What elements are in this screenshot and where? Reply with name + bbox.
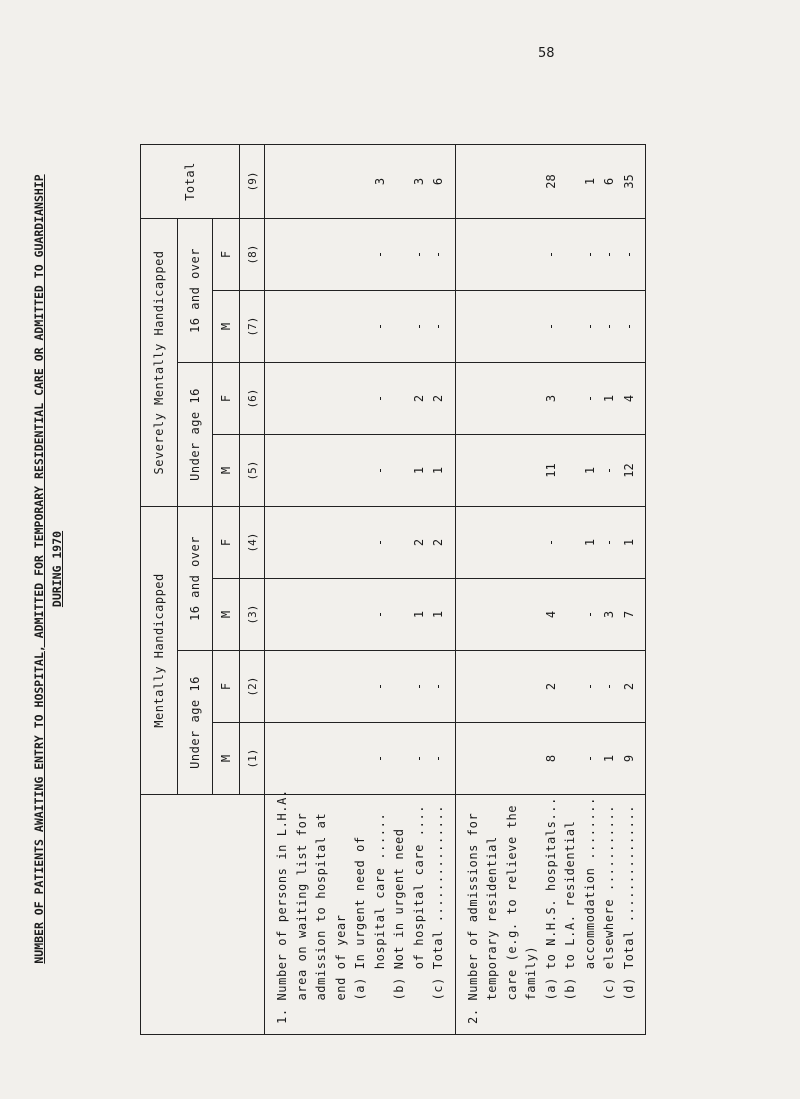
table-cell-value: - bbox=[582, 682, 597, 691]
section-row-1 bbox=[265, 144, 456, 1034]
spacer bbox=[312, 435, 332, 506]
spacer bbox=[561, 363, 581, 434]
table-cell-value: - bbox=[543, 538, 558, 547]
table-cell-value: - bbox=[431, 322, 445, 331]
table-cell-value: 1 bbox=[431, 610, 445, 619]
spacer bbox=[293, 219, 313, 290]
spacer bbox=[273, 291, 293, 362]
spacer bbox=[293, 435, 313, 506]
value-column-7 bbox=[265, 291, 456, 363]
spacer bbox=[464, 435, 484, 506]
spacer bbox=[522, 507, 542, 578]
spacer bbox=[312, 651, 332, 722]
table-cell-value: 1 bbox=[602, 394, 616, 403]
table-cell-value: - bbox=[372, 610, 387, 619]
table-cell-value: - bbox=[411, 682, 426, 691]
table-cell-value: - bbox=[372, 394, 387, 403]
header-smh-under-16: Under age 16 bbox=[178, 363, 213, 507]
header-sex-male: M bbox=[213, 723, 240, 795]
table-cell-value: 35 bbox=[621, 174, 636, 189]
spacer bbox=[390, 219, 410, 290]
table-cell-value: - bbox=[372, 250, 387, 259]
table-cell-value: 12 bbox=[621, 463, 636, 478]
table-cell-value: - bbox=[621, 322, 636, 331]
table-cell-value: 3 bbox=[411, 177, 426, 186]
value-column-7 bbox=[455, 291, 646, 363]
header-sex-male: M bbox=[213, 579, 240, 651]
table-cell-value: - bbox=[602, 322, 616, 331]
table-cell-value: - bbox=[602, 538, 616, 547]
table-cell-value: 4 bbox=[543, 610, 558, 619]
table-cell-value: 1 bbox=[602, 754, 616, 763]
spacer bbox=[293, 507, 313, 578]
table-body bbox=[265, 144, 646, 1034]
table-cell-value: 1 bbox=[582, 538, 597, 547]
row-label-line: (b) to L.A. residential bbox=[563, 820, 577, 1024]
spacer bbox=[332, 579, 352, 650]
table-cell-value: 1 bbox=[411, 610, 426, 619]
spacer bbox=[464, 145, 484, 218]
spacer bbox=[561, 651, 581, 722]
spacer bbox=[390, 145, 410, 218]
table-cell-value: 1 bbox=[411, 466, 426, 475]
table-cell-value: - bbox=[411, 754, 426, 763]
table-cell-value: 3 bbox=[372, 177, 387, 186]
section-heading-line: admission to hospital at bbox=[314, 812, 328, 1024]
table-cell-value: - bbox=[543, 322, 558, 331]
table-cell-value: 28 bbox=[543, 174, 558, 189]
spacer bbox=[332, 651, 352, 722]
spacer bbox=[483, 723, 503, 794]
section-heading-line: family) bbox=[524, 945, 538, 1024]
spacer bbox=[293, 723, 313, 794]
spacer bbox=[312, 579, 332, 650]
spacer bbox=[464, 579, 484, 650]
table-cell-value: - bbox=[602, 466, 616, 475]
spacer bbox=[312, 507, 332, 578]
spacer bbox=[522, 219, 542, 290]
spacer bbox=[483, 651, 503, 722]
value-column-5 bbox=[265, 435, 456, 507]
header-mh-16-and-over: 16 and over bbox=[178, 507, 213, 651]
spacer bbox=[561, 145, 581, 218]
value-column-2 bbox=[265, 651, 456, 723]
row-label-line: (c) Total ............... bbox=[431, 804, 445, 1024]
table-cell-value: - bbox=[582, 394, 597, 403]
spacer bbox=[483, 219, 503, 290]
table-cell-value: - bbox=[543, 250, 558, 259]
spacer bbox=[503, 145, 523, 218]
spacer bbox=[390, 507, 410, 578]
value-column-3 bbox=[265, 579, 456, 651]
label-column-header bbox=[141, 795, 265, 1035]
column-number: (9) bbox=[240, 144, 265, 218]
table-cell-value: - bbox=[372, 754, 387, 763]
spacer bbox=[332, 507, 352, 578]
column-number: (5) bbox=[240, 435, 265, 507]
table-cell-value: - bbox=[431, 250, 445, 259]
section-label-cell bbox=[265, 789, 456, 1035]
spacer bbox=[483, 435, 503, 506]
row-label-line: hospital care ...... bbox=[372, 812, 387, 1024]
spacer bbox=[351, 435, 371, 506]
spacer bbox=[561, 435, 581, 506]
table-cell-value: 2 bbox=[543, 682, 558, 691]
spacer bbox=[273, 145, 293, 218]
spacer bbox=[561, 507, 581, 578]
section-row-2 bbox=[455, 144, 646, 1034]
spacer bbox=[483, 145, 503, 218]
spacer bbox=[351, 363, 371, 434]
section-heading-line: 1. Number of persons in L.H.A. bbox=[275, 789, 289, 1024]
header-total: Total bbox=[141, 144, 240, 218]
table-cell-value: - bbox=[431, 754, 445, 763]
spacer bbox=[522, 291, 542, 362]
header-severely-mentally-handicapped: Severely Mentally Handicapped bbox=[141, 218, 178, 506]
section-heading-line: temporary residential bbox=[485, 836, 499, 1024]
table-cell-value: 6 bbox=[602, 177, 616, 186]
table-cell-value: - bbox=[582, 610, 597, 619]
table-cell-value: - bbox=[582, 250, 597, 259]
spacer bbox=[464, 363, 484, 434]
table-cell-value: - bbox=[602, 250, 616, 259]
spacer bbox=[483, 291, 503, 362]
table-cell-value: - bbox=[582, 322, 597, 331]
spacer bbox=[273, 579, 293, 650]
value-column-3 bbox=[455, 579, 646, 651]
page-title bbox=[30, 39, 90, 1099]
column-number: (6) bbox=[240, 363, 265, 435]
header-sex-female: F bbox=[213, 363, 240, 435]
table-cell-value: - bbox=[372, 538, 387, 547]
table-cell-value: - bbox=[372, 466, 387, 475]
value-column-4 bbox=[455, 507, 646, 579]
table-cell-value: 11 bbox=[543, 463, 558, 478]
header-sex-male: M bbox=[213, 435, 240, 507]
value-column-9 bbox=[265, 144, 456, 218]
table-cell-value: - bbox=[372, 682, 387, 691]
table-cell-value: 2 bbox=[411, 394, 426, 403]
spacer bbox=[464, 219, 484, 290]
value-column-9 bbox=[455, 144, 646, 218]
spacer bbox=[312, 723, 332, 794]
statistics-table-wrapper bbox=[140, 145, 636, 1035]
table-cell-value: - bbox=[431, 682, 445, 691]
spacer bbox=[522, 145, 542, 218]
spacer bbox=[332, 363, 352, 434]
table-cell-value: 2 bbox=[621, 682, 636, 691]
spacer bbox=[273, 363, 293, 434]
value-column-8 bbox=[455, 218, 646, 290]
header-smh-16-and-over: 16 and over bbox=[178, 218, 213, 362]
column-number: (2) bbox=[240, 651, 265, 723]
spacer bbox=[464, 291, 484, 362]
table-cell-value: - bbox=[621, 250, 636, 259]
table-cell-value: 3 bbox=[543, 394, 558, 403]
statistics-table bbox=[140, 144, 646, 1035]
spacer bbox=[332, 219, 352, 290]
section-label-cell bbox=[455, 795, 646, 1035]
spacer bbox=[503, 507, 523, 578]
section-heading-line: care (e.g. to relieve the bbox=[504, 804, 519, 1024]
spacer bbox=[312, 363, 332, 434]
table-cell-value: 3 bbox=[602, 610, 616, 619]
spacer bbox=[332, 145, 352, 218]
header-mentally-handicapped: Mentally Handicapped bbox=[141, 507, 178, 795]
spacer bbox=[503, 651, 523, 722]
spacer bbox=[522, 435, 542, 506]
spacer bbox=[351, 145, 371, 218]
spacer bbox=[293, 291, 313, 362]
spacer bbox=[312, 145, 332, 218]
spacer bbox=[522, 651, 542, 722]
table-cell-value: 1 bbox=[582, 466, 597, 475]
title-line-1: NUMBER OF PATIENTS AWAITING ENTRY TO HOSPITAL, ADMITTED FOR TEMPORARY RESIDENTIAL CARE OR ADMITTED TO GUARDIANSHIP bbox=[32, 174, 46, 964]
table-cell-value: 2 bbox=[431, 538, 445, 547]
spacer bbox=[503, 579, 523, 650]
spacer bbox=[390, 363, 410, 434]
spacer bbox=[522, 579, 542, 650]
spacer bbox=[351, 723, 371, 794]
value-column-4 bbox=[265, 507, 456, 579]
row-label-line: of hospital care .... bbox=[411, 804, 426, 1024]
spacer bbox=[273, 435, 293, 506]
row-label-line: (a) In urgent need of bbox=[353, 836, 367, 1024]
spacer bbox=[390, 651, 410, 722]
table-cell-value: 6 bbox=[431, 177, 445, 186]
spacer bbox=[351, 507, 371, 578]
column-number: (3) bbox=[240, 579, 265, 651]
row-label-line: accommodation ........ bbox=[582, 797, 597, 1024]
spacer bbox=[351, 219, 371, 290]
spacer bbox=[332, 723, 352, 794]
table-cell-value: 2 bbox=[411, 538, 426, 547]
table-cell-value: 4 bbox=[621, 394, 636, 403]
table-cell-value: 8 bbox=[543, 754, 558, 763]
spacer bbox=[503, 219, 523, 290]
spacer bbox=[561, 291, 581, 362]
header-mh-under-16: Under age 16 bbox=[178, 651, 213, 795]
spacer bbox=[293, 579, 313, 650]
spacer bbox=[561, 579, 581, 650]
spacer bbox=[390, 291, 410, 362]
spacer bbox=[273, 651, 293, 722]
table-cell-value: - bbox=[582, 754, 597, 763]
header-sex-female: F bbox=[213, 507, 240, 579]
spacer bbox=[351, 291, 371, 362]
spacer bbox=[293, 363, 313, 434]
spacer bbox=[312, 219, 332, 290]
spacer bbox=[273, 507, 293, 578]
spacer bbox=[332, 435, 352, 506]
table-cell-value: - bbox=[411, 250, 426, 259]
spacer bbox=[332, 291, 352, 362]
row-label-line: (d) Total ............... bbox=[621, 804, 636, 1024]
spacer bbox=[390, 723, 410, 794]
value-column-1 bbox=[265, 723, 456, 795]
spacer bbox=[503, 363, 523, 434]
title-line-2: DURING 1970 bbox=[50, 530, 64, 608]
value-column-6 bbox=[455, 363, 646, 435]
section-heading-line: area on waiting list for bbox=[294, 812, 309, 1024]
spacer bbox=[503, 435, 523, 506]
spacer bbox=[483, 579, 503, 650]
spacer bbox=[293, 651, 313, 722]
spacer bbox=[464, 507, 484, 578]
value-column-5 bbox=[455, 435, 646, 507]
column-number: (4) bbox=[240, 507, 265, 579]
spacer bbox=[464, 651, 484, 722]
spacer bbox=[312, 291, 332, 362]
column-number: (1) bbox=[240, 723, 265, 795]
header-sex-female: F bbox=[213, 651, 240, 723]
spacer bbox=[483, 507, 503, 578]
spacer bbox=[390, 579, 410, 650]
spacer bbox=[483, 363, 503, 434]
spacer bbox=[351, 579, 371, 650]
spacer bbox=[561, 723, 581, 794]
value-column-8 bbox=[265, 218, 456, 290]
header-sex-male: M bbox=[213, 291, 240, 363]
header-sex-female: F bbox=[213, 218, 240, 290]
table-cell-value: 7 bbox=[621, 610, 636, 619]
spacer bbox=[522, 363, 542, 434]
spacer bbox=[390, 435, 410, 506]
spacer bbox=[522, 723, 542, 794]
table-cell-value: - bbox=[411, 322, 426, 331]
table-cell-value: 1 bbox=[431, 466, 445, 475]
spacer bbox=[503, 723, 523, 794]
spacer bbox=[273, 219, 293, 290]
spacer bbox=[293, 145, 313, 218]
spacer bbox=[464, 723, 484, 794]
row-label-line: (a) to N.H.S. hospitals... bbox=[543, 797, 558, 1024]
column-number: (7) bbox=[240, 291, 265, 363]
row-label-line: (c) elsewhere ........... bbox=[602, 804, 616, 1024]
table-cell-value: 9 bbox=[621, 754, 636, 763]
table-cell-value: 1 bbox=[582, 177, 597, 186]
table-cell-value: - bbox=[602, 682, 616, 691]
page-number: 58 bbox=[538, 46, 555, 61]
spacer bbox=[503, 291, 523, 362]
column-number: (8) bbox=[240, 218, 265, 290]
value-column-2 bbox=[455, 651, 646, 723]
row-label-line: (b) Not in urgent need bbox=[392, 828, 406, 1024]
section-heading-line: 2. Number of admissions for bbox=[465, 812, 480, 1024]
spacer bbox=[561, 219, 581, 290]
value-column-1 bbox=[455, 723, 646, 795]
spacer bbox=[273, 723, 293, 794]
table-cell-value: 1 bbox=[621, 538, 636, 547]
spacer bbox=[351, 651, 371, 722]
table-cell-value: - bbox=[372, 322, 387, 331]
table-cell-value: 2 bbox=[431, 394, 445, 403]
value-column-6 bbox=[265, 363, 456, 435]
section-heading-line: end of year bbox=[333, 914, 348, 1024]
